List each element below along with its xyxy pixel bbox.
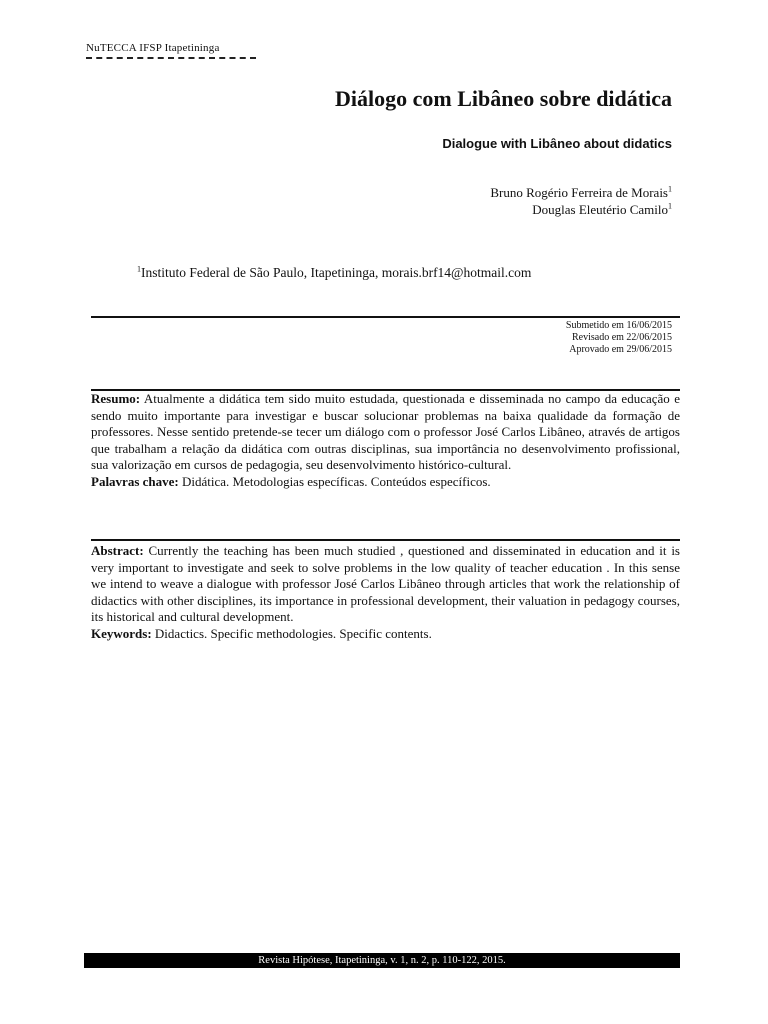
palavras-chave-paragraph bbox=[91, 474, 680, 491]
author-affiliation-mark: 1 bbox=[668, 201, 672, 211]
approved-date: Aprovado em 29/06/2015 bbox=[569, 344, 672, 355]
author-name: Douglas Eleutério Camilo bbox=[532, 202, 668, 217]
article-subtitle: Dialogue with Libâneo about didatics bbox=[442, 136, 672, 151]
author-2 bbox=[252, 201, 672, 218]
abstract-paragraph bbox=[91, 543, 680, 626]
author-1 bbox=[252, 184, 672, 201]
author-name: Bruno Rogério Ferreira de Morais bbox=[490, 185, 668, 200]
resumo-paragraph bbox=[91, 391, 680, 474]
divider bbox=[91, 539, 680, 541]
revised-date: Revisado em 22/06/2015 bbox=[572, 332, 672, 343]
affiliation-text: Instituto Federal de São Paulo, Itapetininga, morais.brf14@hotmail.com bbox=[141, 265, 532, 280]
article-title: Diálogo com Libâneo sobre didática bbox=[335, 86, 672, 111]
resumo-section bbox=[91, 391, 680, 490]
keywords-paragraph bbox=[91, 626, 680, 643]
abstract-label: Abstract: bbox=[91, 543, 144, 558]
abstract-section bbox=[91, 543, 680, 642]
resumo-label: Resumo: bbox=[91, 391, 141, 406]
journal-citation-footer: Revista Hipótese, Itapetininga, v. 1, n. 2, p. 110-122, 2015. bbox=[84, 953, 680, 968]
resumo-text: Atualmente a didática tem sido muito estudada, questionada e disseminada no campo da educação e sendo muito importante para investigar e buscar solucionar problemas na baixa qualidade da formação de professores. Nesse sentido pretende-se tecer um diálogo com o professor José Carlos Libâneo, através de artigos que trabalham a relação da didática com outras disciplinas, sua importância no desenvolvimento profissional, sua valorização em cursos de pedagogia, seu desenvolvimento histórico-cultural. bbox=[91, 391, 680, 472]
affiliation-mark: 1 bbox=[137, 264, 141, 274]
author-affiliation-mark: 1 bbox=[668, 184, 672, 194]
keywords-label: Keywords: bbox=[91, 625, 152, 641]
submitted-date: Submetido em 16/06/2015 bbox=[565, 320, 672, 331]
keywords-text: Didactics. Specific methodologies. Specific contents. bbox=[154, 625, 432, 641]
author-list bbox=[252, 184, 672, 218]
palavras-chave-label: Palavras chave: bbox=[91, 473, 179, 489]
divider bbox=[91, 316, 680, 318]
running-header: NuTECCA IFSP Itapetininga bbox=[86, 42, 256, 59]
abstract-text: Currently the teaching has been much studied , questioned and disseminated in education and it is very important to investigate and seek to solve problems in the low quality of teacher education . In this sense we intend to weave a dialogue with professor José Carlos Libâneo through articles that work the relationship of didactics with other disciplines, its importance in professional development, their valuation in pedagogy courses, its historical and cultural development. bbox=[91, 543, 680, 624]
affiliation bbox=[137, 265, 531, 281]
submission-dates bbox=[372, 320, 672, 356]
palavras-chave-text: Didática. Metodologias específicas. Conteúdos específicos. bbox=[181, 473, 491, 489]
